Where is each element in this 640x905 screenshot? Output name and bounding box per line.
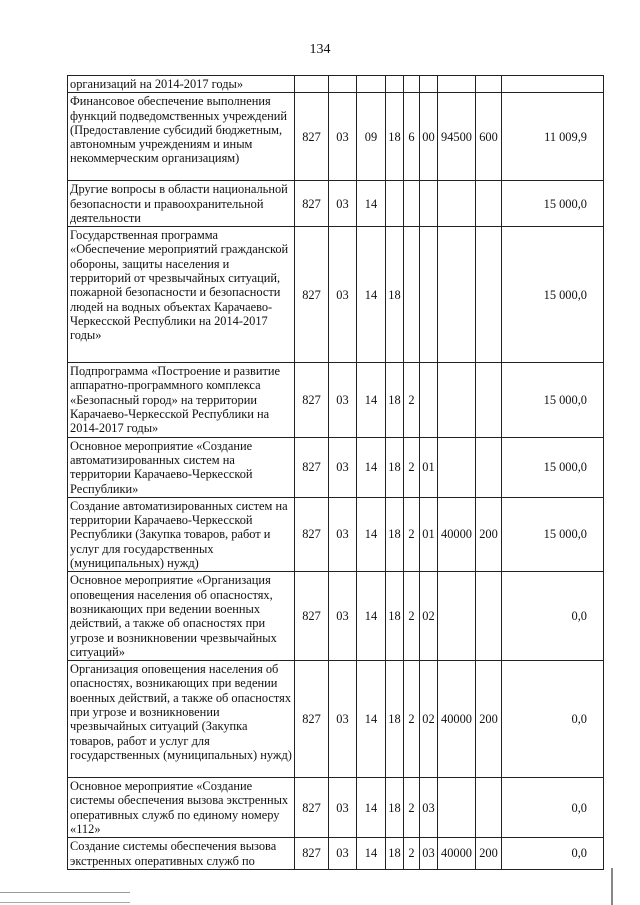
budget-table xyxy=(67,75,604,870)
cell-subprogram: 2 xyxy=(404,838,420,870)
cell-section: 03 xyxy=(329,497,357,571)
cell-expense-type xyxy=(476,778,502,838)
cell-subprogram: 2 xyxy=(404,661,420,778)
cell-name: Другие вопросы в области национальной безопасности и правоохранительной деятельности xyxy=(68,181,295,227)
table-body xyxy=(68,76,604,870)
cell-expense-type xyxy=(476,363,502,437)
cell-direction xyxy=(438,778,476,838)
table-row xyxy=(68,661,604,778)
cell-direction xyxy=(438,181,476,227)
cell-subsection: 14 xyxy=(357,181,386,227)
table-row xyxy=(68,437,604,497)
cell-program: 18 xyxy=(386,661,404,778)
cell-name: Государственная программа «Обеспечение мероприятий гражданской обороны, защиты населения и территорий от чрезвычайных ситуаций, пожарной безопасности и безопасности людей на водных объектах Карачаево-Черкесской Республики на 2014-2017 годы» xyxy=(68,227,295,363)
cell-amount: 0,0 xyxy=(502,572,604,661)
cell-measure xyxy=(420,363,438,437)
cell-direction xyxy=(438,363,476,437)
cell-measure xyxy=(420,76,438,93)
cell-subprogram xyxy=(404,227,420,363)
cell-section: 03 xyxy=(329,661,357,778)
cell-subprogram xyxy=(404,76,420,93)
table-row xyxy=(68,497,604,571)
cell-subsection xyxy=(357,76,386,93)
cell-expense-type xyxy=(476,181,502,227)
cell-measure: 02 xyxy=(420,661,438,778)
cell-measure: 02 xyxy=(420,572,438,661)
cell-program: 18 xyxy=(386,363,404,437)
cell-subprogram: 2 xyxy=(404,497,420,571)
scan-edge-line xyxy=(0,902,130,903)
cell-amount: 15 000,0 xyxy=(502,363,604,437)
cell-section: 03 xyxy=(329,363,357,437)
table-row xyxy=(68,76,604,93)
cell-subsection: 14 xyxy=(357,572,386,661)
cell-grbs xyxy=(295,76,329,93)
cell-subprogram: 2 xyxy=(404,437,420,497)
cell-expense-type xyxy=(476,437,502,497)
cell-subprogram xyxy=(404,181,420,227)
table-row xyxy=(68,572,604,661)
cell-subsection: 09 xyxy=(357,93,386,181)
cell-amount: 0,0 xyxy=(502,778,604,838)
cell-grbs: 827 xyxy=(295,181,329,227)
cell-expense-type xyxy=(476,572,502,661)
cell-name: Организация оповещения населения об опасностях, возникающих при ведении военных действий, а также об опасностях при угрозе и возникновении чрезвычайных ситуаций (Закупка товаров, работ и услуг для государственных (муниципальных) нужд) xyxy=(68,661,295,778)
cell-subsection: 14 xyxy=(357,838,386,870)
table-row xyxy=(68,838,604,870)
cell-grbs: 827 xyxy=(295,363,329,437)
cell-grbs: 827 xyxy=(295,497,329,571)
cell-name: Основное мероприятие «Создание системы обеспечения вызова экстренных оперативных служб по единому номеру «112» xyxy=(68,778,295,838)
cell-measure: 03 xyxy=(420,838,438,870)
cell-grbs: 827 xyxy=(295,227,329,363)
cell-program xyxy=(386,76,404,93)
cell-expense-type xyxy=(476,76,502,93)
cell-section: 03 xyxy=(329,572,357,661)
cell-amount: 11 009,9 xyxy=(502,93,604,181)
cell-grbs: 827 xyxy=(295,572,329,661)
cell-subsection: 14 xyxy=(357,661,386,778)
table-row xyxy=(68,227,604,363)
cell-program: 18 xyxy=(386,227,404,363)
cell-subprogram: 2 xyxy=(404,363,420,437)
cell-amount: 15 000,0 xyxy=(502,227,604,363)
cell-name: Подпрограмма «Построение и развитие аппаратно-программного комплекса «Безопасный город» на территории Карачаево-Черкесской Республики на 2014-2017 годы» xyxy=(68,363,295,437)
cell-amount xyxy=(502,76,604,93)
cell-subsection: 14 xyxy=(357,363,386,437)
cell-measure xyxy=(420,181,438,227)
cell-program: 18 xyxy=(386,437,404,497)
cell-subsection: 14 xyxy=(357,497,386,571)
cell-program: 18 xyxy=(386,778,404,838)
cell-name: Создание автоматизированных систем на территории Карачаево-Черкесской Республики (Закупка товаров, работ и услуг для государственных (муниципальных) нужд) xyxy=(68,497,295,571)
scan-edge-line xyxy=(611,868,613,905)
cell-direction xyxy=(438,572,476,661)
cell-amount: 15 000,0 xyxy=(502,181,604,227)
cell-grbs: 827 xyxy=(295,93,329,181)
cell-measure: 01 xyxy=(420,497,438,571)
cell-grbs: 827 xyxy=(295,661,329,778)
cell-direction: 40000 xyxy=(438,661,476,778)
cell-subsection: 14 xyxy=(357,227,386,363)
cell-program: 18 xyxy=(386,838,404,870)
cell-measure: 03 xyxy=(420,778,438,838)
cell-expense-type: 200 xyxy=(476,838,502,870)
cell-program xyxy=(386,181,404,227)
cell-direction: 94500 xyxy=(438,93,476,181)
cell-direction xyxy=(438,76,476,93)
cell-program: 18 xyxy=(386,93,404,181)
cell-name: организаций на 2014-2017 годы» xyxy=(68,76,295,93)
page-number: 134 xyxy=(309,42,331,57)
cell-section: 03 xyxy=(329,93,357,181)
cell-direction: 40000 xyxy=(438,838,476,870)
table-row xyxy=(68,181,604,227)
cell-name: Создание системы обеспечения вызова экстренных оперативных служб по xyxy=(68,838,295,870)
cell-amount: 0,0 xyxy=(502,838,604,870)
cell-section: 03 xyxy=(329,181,357,227)
cell-grbs: 827 xyxy=(295,778,329,838)
cell-subprogram: 6 xyxy=(404,93,420,181)
cell-amount: 15 000,0 xyxy=(502,437,604,497)
scan-edge-line xyxy=(0,892,130,893)
cell-measure: 00 xyxy=(420,93,438,181)
cell-section xyxy=(329,76,357,93)
table-row xyxy=(68,363,604,437)
cell-amount: 0,0 xyxy=(502,661,604,778)
cell-expense-type xyxy=(476,227,502,363)
cell-program: 18 xyxy=(386,572,404,661)
cell-program: 18 xyxy=(386,497,404,571)
cell-name: Основное мероприятие «Создание автоматизированных систем на территории Карачаево-Черкесской Республики» xyxy=(68,437,295,497)
cell-section: 03 xyxy=(329,227,357,363)
cell-expense-type: 200 xyxy=(476,661,502,778)
cell-direction: 40000 xyxy=(438,497,476,571)
cell-subsection: 14 xyxy=(357,778,386,838)
cell-measure: 01 xyxy=(420,437,438,497)
cell-name: Основное мероприятие «Организация оповещения населения об опасностях, возникающих при ведении военных действий, а также об опасностях при угрозе и возникновении чрезвычайных ситуаций» xyxy=(68,572,295,661)
cell-subprogram: 2 xyxy=(404,778,420,838)
cell-section: 03 xyxy=(329,838,357,870)
table-row xyxy=(68,778,604,838)
cell-direction xyxy=(438,227,476,363)
cell-direction xyxy=(438,437,476,497)
table-row xyxy=(68,93,604,181)
cell-expense-type: 600 xyxy=(476,93,502,181)
cell-grbs: 827 xyxy=(295,437,329,497)
cell-expense-type: 200 xyxy=(476,497,502,571)
cell-name: Финансовое обеспечение выполнения функций подведомственных учреждений (Предоставление субсидий бюджетным, автономным учреждениям и иным некоммерческим организациям) xyxy=(68,93,295,181)
cell-subprogram: 2 xyxy=(404,572,420,661)
cell-grbs: 827 xyxy=(295,838,329,870)
cell-section: 03 xyxy=(329,437,357,497)
cell-subsection: 14 xyxy=(357,437,386,497)
cell-section: 03 xyxy=(329,778,357,838)
cell-amount: 15 000,0 xyxy=(502,497,604,571)
cell-measure xyxy=(420,227,438,363)
